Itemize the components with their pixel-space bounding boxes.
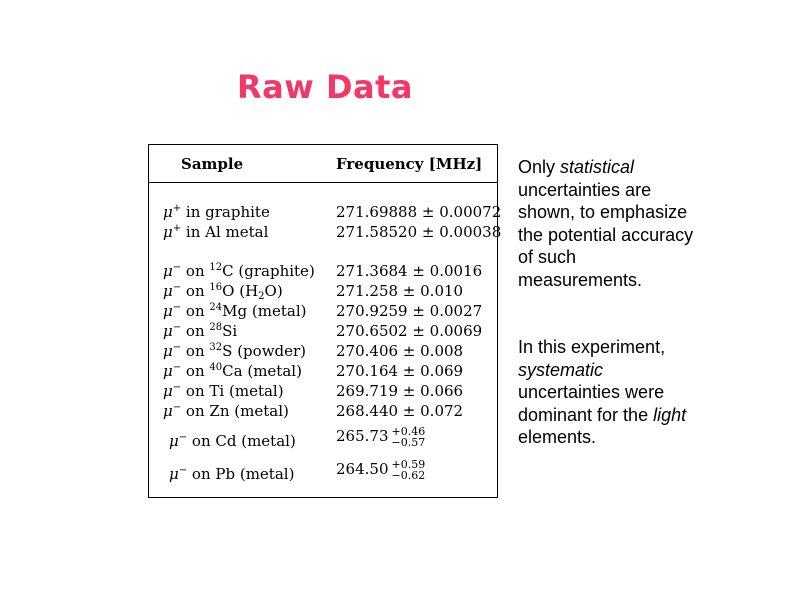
table-row-frequency: 270.406 ± 0.008 bbox=[336, 342, 464, 360]
table-row-frequency: 271.3684 ± 0.0016 bbox=[336, 262, 483, 280]
table-row-frequency: 271.58520 ± 0.00038 bbox=[336, 223, 502, 241]
table-row-sample: μ− on $^{28}$Si bbox=[163, 322, 238, 340]
table-row-sample: μ− on Pb (metal) bbox=[169, 465, 295, 483]
table-row-sample: μ− on Ti (metal) bbox=[163, 382, 284, 400]
table-row-frequency: 270.164 ± 0.069 bbox=[336, 362, 464, 380]
table-row-frequency: 264.50 +0.59 −0.62 bbox=[336, 458, 426, 482]
table-row-frequency: 270.9259 ± 0.0027 bbox=[336, 302, 483, 320]
table-row-sample: μ− on Cd (metal) bbox=[169, 432, 296, 450]
table-row-frequency: 271.69888 ± 0.00072 bbox=[336, 203, 502, 221]
table-row-frequency: 270.6502 ± 0.0069 bbox=[336, 322, 483, 340]
header-frequency: Frequency [MHz] bbox=[336, 155, 483, 173]
table-row-frequency: 265.73 +0.46 −0.57 bbox=[336, 425, 426, 449]
header-divider bbox=[149, 182, 497, 183]
table-row-frequency: 268.440 ± 0.072 bbox=[336, 402, 464, 420]
table-row-sample: μ− on $^{16}$O $(H_2O)$ bbox=[163, 282, 283, 302]
table-row-sample: μ− on Zn (metal) bbox=[163, 402, 289, 420]
table-row-sample: μ+ in graphite bbox=[163, 203, 270, 221]
table-row-sample: μ− on $^{40}$Ca (metal) bbox=[163, 362, 302, 380]
header-sample: Sample bbox=[181, 155, 244, 173]
table-row-sample: μ+ in Al metal bbox=[163, 223, 269, 241]
table-row-sample: μ− on $^{32}$S (powder) bbox=[163, 342, 307, 360]
table-row-sample: μ− on $^{12}$C (graphite) bbox=[163, 262, 315, 280]
table-row-frequency: 269.719 ± 0.066 bbox=[336, 382, 464, 400]
slide-title: Raw Data bbox=[237, 68, 413, 106]
note-systematic: In this experiment, systematic uncertainties were dominant for the light elements. bbox=[518, 337, 687, 447]
table-row-sample: μ− on $^{24}$Mg (metal) bbox=[163, 302, 307, 320]
note-statistical: Only statistical uncertainties are shown, to emphasize the potential accuracy of such measurements. bbox=[518, 157, 694, 290]
table-row-frequency: 271.258 ± 0.010 bbox=[336, 282, 464, 300]
